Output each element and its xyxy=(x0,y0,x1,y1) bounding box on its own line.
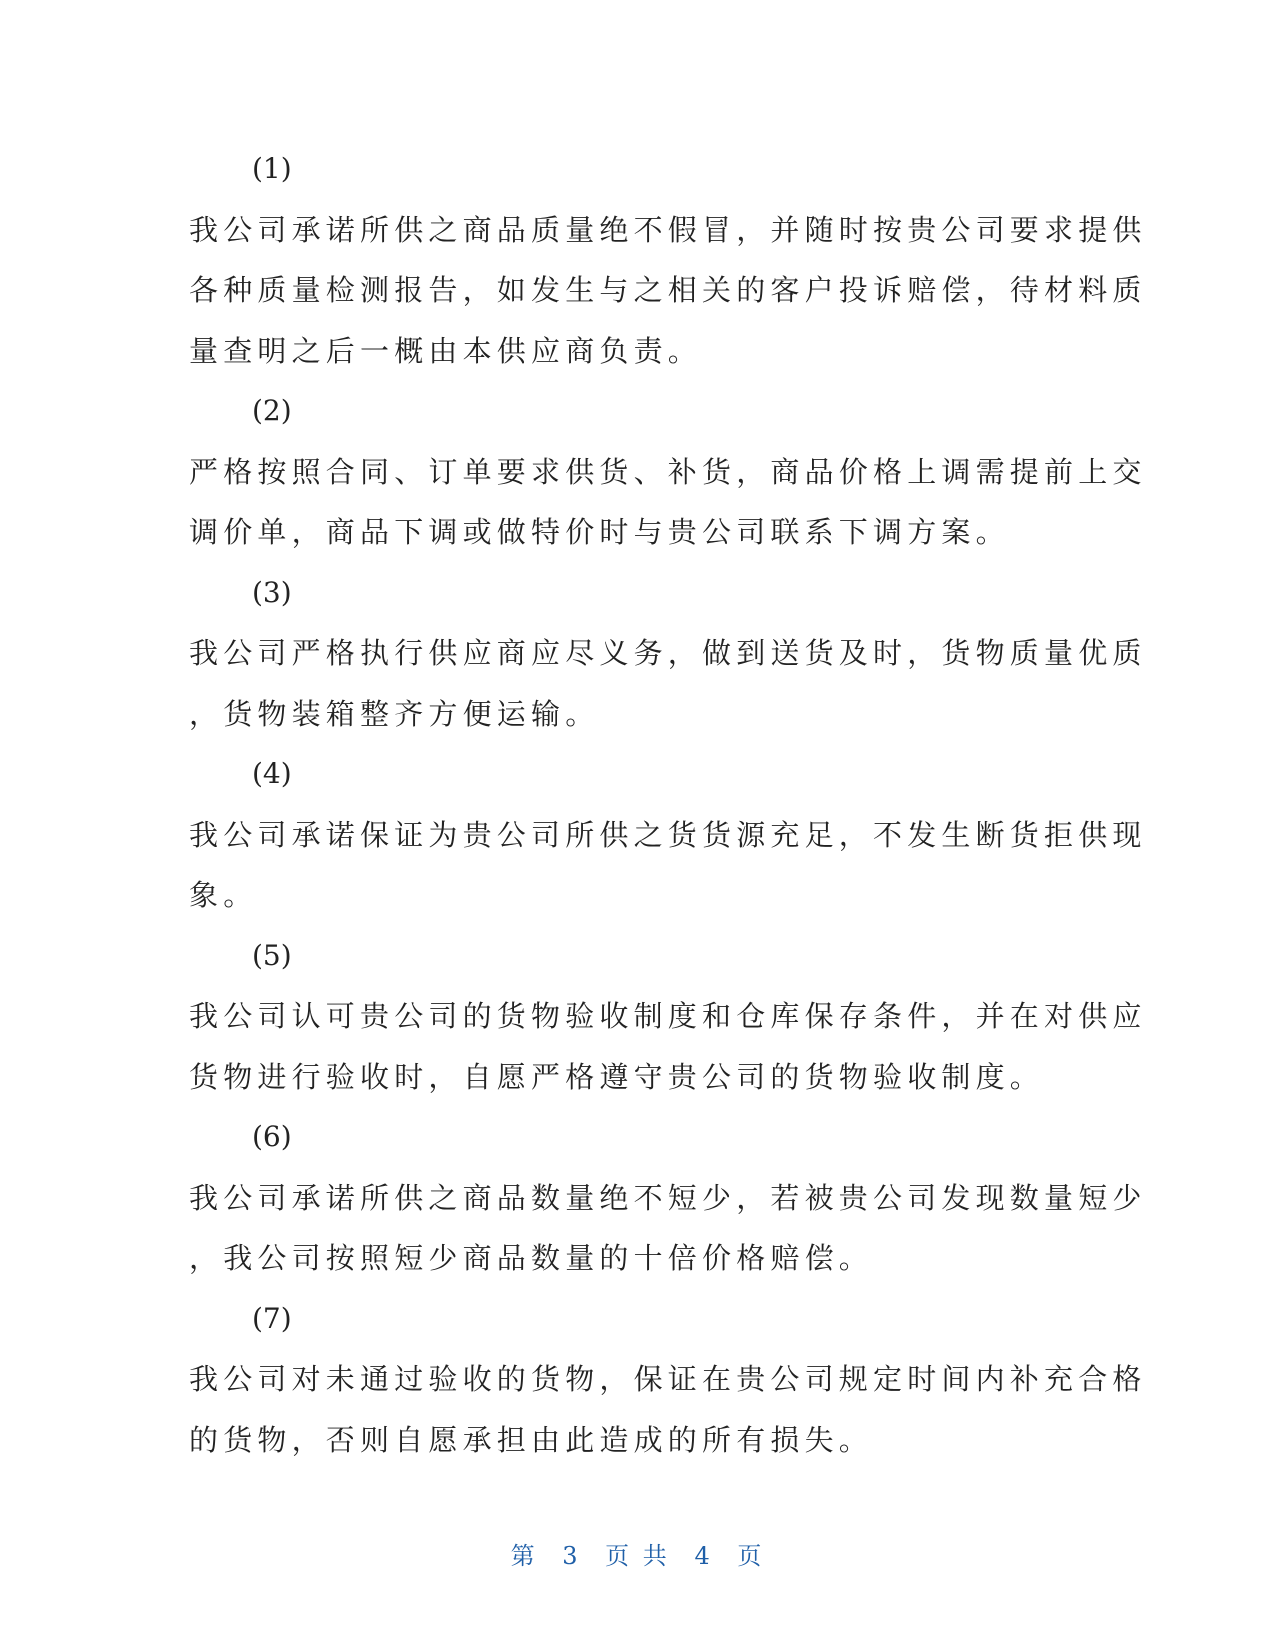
list-item xyxy=(189,139,1147,381)
current-page-number: 3 xyxy=(562,1542,581,1570)
item-text-line: ，货物装箱整齐方便运输。 xyxy=(189,696,600,731)
list-item xyxy=(189,1107,1147,1289)
total-pages-number: 4 xyxy=(694,1542,713,1570)
item-text-line: 我公司承诺所供之商品质量绝不假冒，并随时按贵公司要求提供 xyxy=(189,212,1147,247)
item-text-line: 我公司承诺所供之商品数量绝不短少，若被贵公司发现数量短少 xyxy=(189,1180,1147,1215)
footer-suffix: 页 xyxy=(737,1542,765,1570)
item-text-line: 的货物，否则自愿承担由此造成的所有损失。 xyxy=(189,1422,874,1457)
item-text-line: 严格按照合同、订单要求供货、补货，商品价格上调需提前上交 xyxy=(189,454,1147,489)
footer-middle: 页 共 xyxy=(605,1542,670,1570)
item-text-line: 各种质量检测报告，如发生与之相关的客户投诉赔偿，待材料质 xyxy=(189,273,1147,307)
list-item xyxy=(189,1289,1147,1471)
item-number: (2) xyxy=(252,394,292,427)
item-number: (7) xyxy=(252,1301,292,1335)
list-item xyxy=(189,744,1147,926)
item-text-line: 货物进行验收时，自愿严格遵守贵公司的货物验收制度。 xyxy=(189,1059,1045,1094)
item-text-line: 我公司对未通过验收的货物，保证在贵公司规定时间内补充合格 xyxy=(189,1362,1147,1396)
list-item xyxy=(189,926,1147,1108)
item-number: (5) xyxy=(252,938,292,972)
page-footer xyxy=(0,1536,1275,1571)
item-text-line: 我公司承诺保证为贵公司所供之货货源充足，不发生断货拒供现 xyxy=(189,817,1147,852)
item-text-line: ，我公司按照短少商品数量的十倍价格赔偿。 xyxy=(189,1241,874,1275)
item-number: (1) xyxy=(252,152,292,185)
item-text-line: 我公司认可贵公司的货物验收制度和仓库保存条件，并在对供应 xyxy=(189,999,1147,1033)
item-text-line: 量查明之后一概由本供应商负责。 xyxy=(189,333,703,368)
commitment-list xyxy=(189,139,1147,1470)
item-text-line: 象。 xyxy=(189,878,258,912)
item-text-line: 我公司严格执行供应商应尽义务，做到送货及时，货物质量优质 xyxy=(189,636,1147,670)
item-number: (6) xyxy=(252,1120,292,1153)
item-number: (3) xyxy=(252,575,292,609)
list-item xyxy=(189,563,1147,745)
item-number: (4) xyxy=(252,757,292,790)
item-text-line: 调价单，商品下调或做特价时与贵公司联系下调方案。 xyxy=(189,515,1010,549)
footer-prefix: 第 xyxy=(510,1542,538,1570)
list-item xyxy=(189,381,1147,563)
